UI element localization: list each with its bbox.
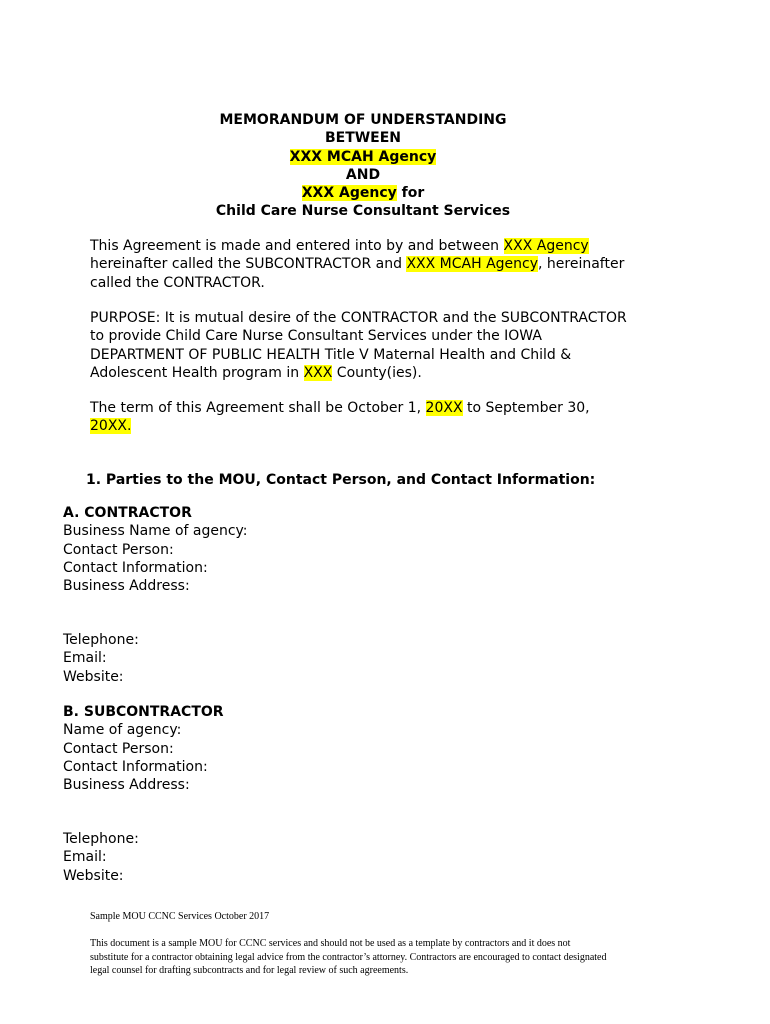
field-label: Name of agency: <box>63 722 182 739</box>
field-label: Contact Information: <box>63 559 208 576</box>
field-label: Business Address: <box>63 578 190 595</box>
footer-sample-line <box>90 910 269 924</box>
paragraph-line: PURPOSE: It is mutual desire of the CONTRACTOR and the SUBCONTRACTOR <box>90 310 627 326</box>
field-label: Telephone: <box>63 831 139 847</box>
paragraph-text: to September 30, <box>462 400 590 416</box>
footer-disclaimer <box>90 937 606 978</box>
highlighted-placeholder: XXX Agency <box>301 185 397 202</box>
paragraph-line <box>90 255 690 273</box>
intro-paragraph <box>90 237 690 292</box>
paragraph-line: DEPARTMENT OF PUBLIC HEALTH Title V Maternal Health and Child & <box>90 346 572 363</box>
highlighted-placeholder: 20XX. <box>90 418 132 435</box>
subcontractor-contact-block <box>63 830 139 885</box>
contractor-block <box>63 504 248 595</box>
section-1-heading: 1. Parties to the MOU, Contact Person, and Contact Information: <box>86 472 596 488</box>
paragraph-text: Adolescent Health program in <box>90 364 304 381</box>
title-line: Child Care Nurse Consultant Services <box>215 203 511 220</box>
title-line: MEMORANDUM OF UNDERSTANDING <box>219 112 507 128</box>
contractor-contact-block <box>63 631 139 686</box>
paragraph-line: called the CONTRACTOR. <box>90 274 265 291</box>
title-line <box>0 148 726 166</box>
field-label: Contact Person: <box>63 740 174 757</box>
title-line: BETWEEN <box>324 130 402 147</box>
field-label: Email: <box>63 849 107 866</box>
paragraph-text: County(ies). <box>332 364 422 381</box>
field-label: Contact Information: <box>63 758 208 775</box>
title-text: for <box>396 185 425 202</box>
highlighted-placeholder: XXX MCAH Agency <box>289 148 437 165</box>
paragraph-line <box>90 364 690 382</box>
paragraph-text: The term of this Agreement shall be October 1, <box>90 400 426 416</box>
paragraph-line: to provide Child Care Nurse Consultant Services under the IOWA <box>90 328 542 345</box>
highlighted-placeholder: 20XX <box>425 400 463 416</box>
field-label: Business Address: <box>63 777 190 794</box>
field-label: Website: <box>63 867 124 884</box>
field-label: Website: <box>63 668 124 685</box>
paragraph-line <box>90 237 690 255</box>
highlighted-placeholder: XXX MCAH Agency <box>406 256 539 273</box>
paragraph-text: , hereinafter <box>538 256 625 273</box>
field-label: Email: <box>63 650 107 667</box>
paragraph-text: hereinafter called the SUBCONTRACTOR and <box>90 256 407 273</box>
field-label: Business Name of agency: <box>63 523 248 540</box>
document-title <box>0 111 726 221</box>
highlighted-placeholder: XXX <box>303 364 333 381</box>
footer-text: legal counsel for drafting subcontracts and for legal review of such agreements. <box>90 965 409 977</box>
title-line <box>0 184 726 202</box>
field-label: Contact Person: <box>63 541 174 558</box>
term-paragraph <box>90 399 690 436</box>
field-label: Telephone: <box>63 632 139 648</box>
footer-text: substitute for a contractor obtaining legal advice from the contractor’s attorney. Contractors are encouraged to contact designated <box>90 951 607 963</box>
paragraph-line <box>90 399 690 417</box>
paragraph-text: This Agreement is made and entered into by and between <box>90 238 504 254</box>
purpose-paragraph <box>90 309 690 382</box>
subcontractor-heading: B. SUBCONTRACTOR <box>63 704 224 720</box>
title-line: AND <box>345 166 381 183</box>
footer-text: Sample MOU CCNC Services October 2017 <box>90 911 270 922</box>
subcontractor-block <box>63 703 224 794</box>
highlighted-placeholder: XXX Agency <box>503 238 589 254</box>
paragraph-line <box>90 417 690 435</box>
footer-text: This document is a sample MOU for CCNC services and should not be used as a template by contractors and it does not <box>90 938 571 949</box>
contractor-heading: A. CONTRACTOR <box>63 505 192 521</box>
